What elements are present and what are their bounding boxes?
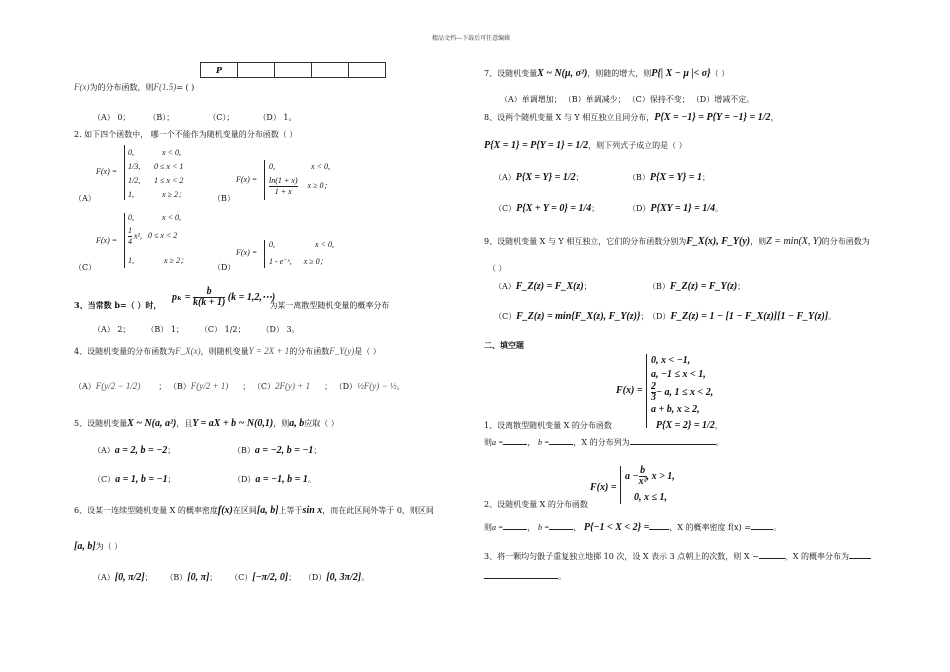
q2-label-a: （A） <box>74 194 96 203</box>
q6-options: （A）[0, π/2]； （B）[0, π]； （C）[−π/2, 0]； （D）[0, 3π/2]。 <box>93 572 370 583</box>
q2-d-lhs: F(x) = <box>236 248 258 257</box>
f2-blanks: 则a = ， b = ， P{−1 < X < 2} = ，X 的概率密度 f(x) = 。 <box>484 522 782 533</box>
table-label: P <box>201 63 238 78</box>
q8-option-c: （C）P{X + Y = 0} = 1/4； <box>494 203 600 214</box>
q2-label-b: （B） <box>213 194 235 203</box>
f3-stem: 3、将一颗均匀骰子重复独立地掷 10 次，设 X 表示 3 点朝上的次数，则 X ~ ，X 的概率分布为 <box>484 551 871 562</box>
section-fill-in: 二、填空题 <box>484 340 524 350</box>
q2-label-c: （C） <box>74 263 97 272</box>
page-header: 精品文档---下载后可任意编辑 <box>432 35 511 42</box>
q8-option-a: （A）P{X = Y} = 1/2； <box>494 172 584 183</box>
q2-label-d: （D） <box>213 263 236 272</box>
q9-option-d: （D）F_Z(z) = 1 − [1 − F_X(z)][1 − F_Y(z)]。 <box>648 311 837 322</box>
q9-stem: 9、设随机变量 X 与 Y 相互独立，它们的分布函数分别为F_X(x), F_Y(y)，则Z = min(X, Y)的分布函数为 <box>484 236 870 247</box>
q5-option-b: （B）a = −2, b = −1； <box>233 445 322 456</box>
q8-stem-line2: P{X = 1} = P{Y = 1} = 1/2，则下列式子成立的是（ ） <box>484 140 687 151</box>
q5-stem: 5、设随机变量X ~ N(a, a²)，且Y = aX + b ~ N(0,1)，则a, b应取（ ） <box>74 418 339 429</box>
q7-stem: 7、设随机变量X ~ N(μ, σ²)，则随的增大，则P{| X − μ |< σ}（ ） <box>484 68 730 79</box>
q6-stem: 6、设某一连续型随机变量 X 的概率密度f(x)在区间[a, b]上等于sin x，而在此区间外等于 0，则区间 <box>74 505 434 516</box>
probability-table <box>200 62 386 78</box>
f1-stem: 1、设离散型随机变量 X 的分布函数 P{X = 2} = 1/2， <box>484 420 723 431</box>
f1-blanks: 则a = ， b = ，X 的分布列为 。 <box>484 438 724 447</box>
f2-stem: 2、设随机变量 X 的分布函数 <box>484 500 588 509</box>
q3-stem: 3、当常数 b=（ ）时， 为某一离散型随机变量的概率分布 <box>74 300 390 310</box>
q6-stem-line2: [a, b]为（ ） <box>74 541 123 552</box>
q4-options: （A）F(y/2 − 1/2) ； （B）F(y/2 + 1) ； （C）2F(y) + 1 ； （D）½F(y) − ½。 <box>74 381 405 391</box>
q2-c-lhs: F(x) = <box>96 236 118 245</box>
f1-lhs: F(x) = <box>616 385 643 396</box>
q9-option-a: （A）F_Z(z) = F_X(z)； <box>494 281 592 292</box>
q4-stem: 4、设随机变量的分布函数为F_X(x)，则随机变量Y = 2X + 1的分布函数F_Y(y)是（ ） <box>74 346 381 356</box>
q8-option-d: （D）P{XY = 1} = 1/4。 <box>628 203 724 214</box>
q5-option-c: （C）a = 1, b = −1； <box>93 474 176 485</box>
q2-a-lhs: F(x) = <box>96 167 118 176</box>
q8-stem: 8、设两个随机变量 X 与 Y 相互独立且同分布，P{X = −1} = P{Y = −1} = 1/2， <box>484 112 779 123</box>
q8-option-b: （B）P{X = Y} = 1； <box>628 172 710 183</box>
q3-options: （A） 2； （B） 1； （C） 1/2； （D） 3。 <box>93 325 300 334</box>
f2-lhs: F(x) = <box>590 482 617 493</box>
q9-option-c: （C）F_Z(z) = min{F_X(z), F_Y(z)}； <box>494 311 649 322</box>
q7-options: （A）单调增加； （B）单调减少； （C）保持不变； （D）增减不定。 <box>500 95 755 104</box>
q9-option-b: （B）F_Z(z) = F_Y(z)； <box>648 281 746 292</box>
q5-option-d: （D）a = −1, b = 1。 <box>233 474 316 485</box>
q2-stem: 2. 如下四个函数中， 哪一个不能作为随机变量的分布函数（ ） <box>74 130 298 139</box>
f3-line2: 。 <box>484 571 566 582</box>
q1-stem: F(x)为的分布函数，则F(1.5)= ( ) <box>74 82 195 92</box>
q1-options: （A） 0； （B）； （C）； （D） 1。 <box>93 113 297 122</box>
q5-option-a: （A）a = 2, b = −2； <box>93 445 176 456</box>
q3-pk-formula: pₖ = $\frac{b}{k(k + 1)}$ (k = 1,2,⋯) <box>172 286 276 308</box>
q9-blank: （ ） <box>488 264 507 273</box>
q2-b-lhs: F(x) = <box>236 175 258 184</box>
